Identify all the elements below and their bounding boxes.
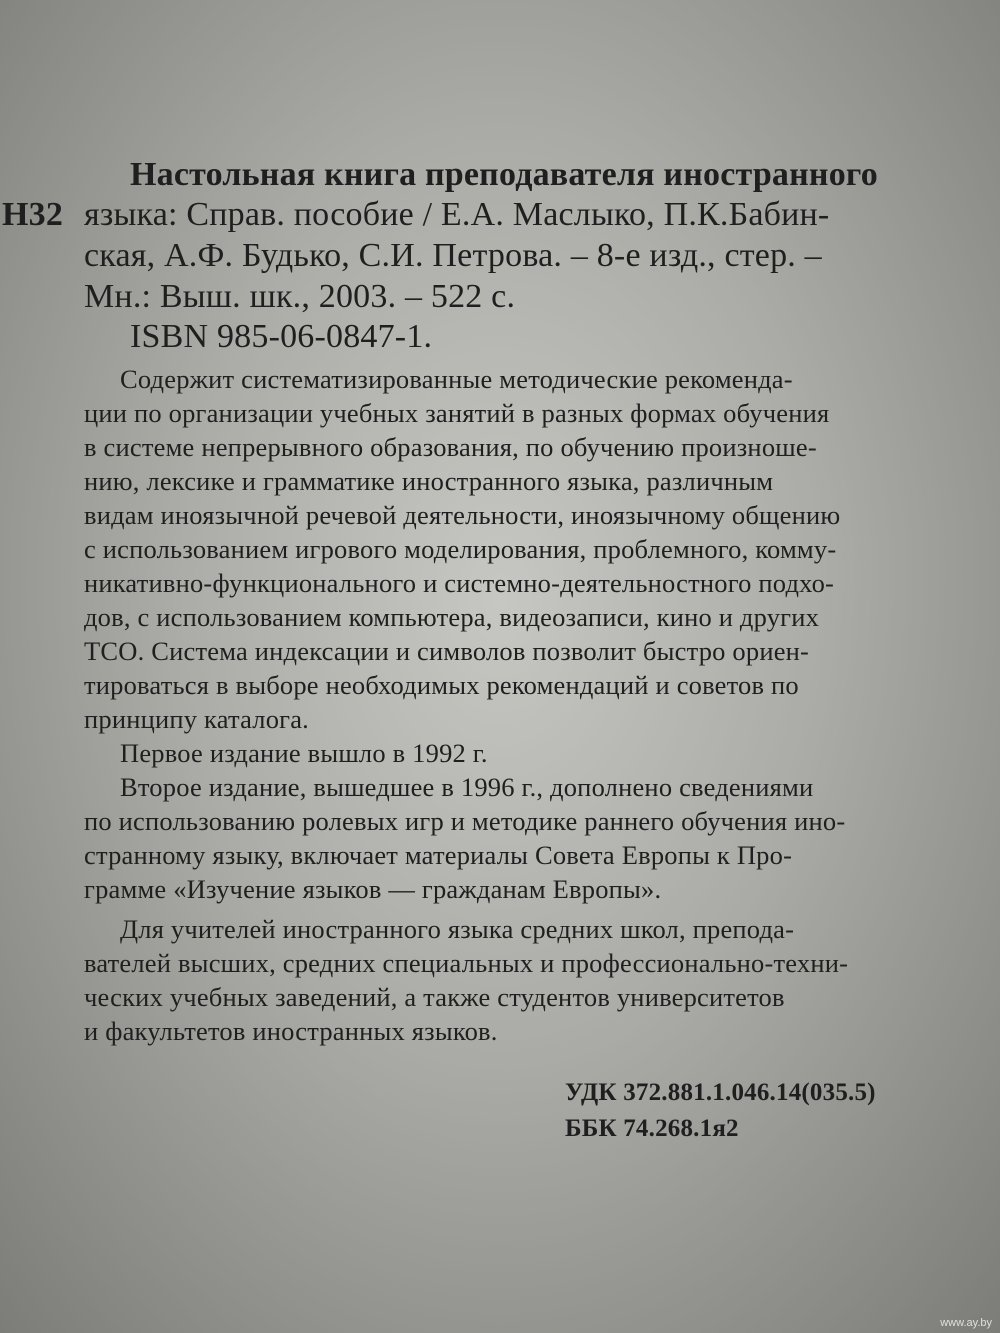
isbn: ISBN 985-06-0847-1. bbox=[130, 318, 433, 355]
annotation-line: грамме «Изучение языков — гражданам Европы». bbox=[84, 874, 662, 904]
annotation-line: Содержит систематизированные методические рекоменда- bbox=[120, 364, 793, 394]
annotation-line: странному языку, включает материалы Совета Европы к Про- bbox=[84, 840, 793, 870]
annotation-line: нию, лексике и грамматике иностранного языка, различным bbox=[84, 466, 774, 496]
annotation-line: Второе издание, вышедшее в 1996 г., дополнено сведениями bbox=[120, 772, 814, 802]
bib-line-3: ская, А.Ф. Будько, С.И. Петрова. – 8-е изд., стер. – bbox=[84, 237, 822, 274]
bib-line-4: Мн.: Выш. шк., 2003. – 522 с. bbox=[84, 278, 516, 315]
annotation-line: и факультетов иностранных языков. bbox=[84, 1016, 498, 1046]
annotation-line: вателей высших, средних специальных и профессионально-техни- bbox=[84, 948, 849, 978]
annotation-line: с использованием игрового моделирования, проблемного, комму- bbox=[84, 534, 837, 564]
annotation-line: по использованию ролевых игр и методике раннего обучения ино- bbox=[84, 806, 846, 836]
annotation-line: в системе непрерывного образования, по обучению произноше- bbox=[84, 432, 817, 462]
watermark: www.ay.by bbox=[940, 1317, 992, 1329]
annotation-line: видам иноязычной речевой деятельности, иноязычному общению bbox=[84, 500, 841, 530]
bbk-code: ББК 74.268.1я2 bbox=[565, 1115, 739, 1142]
annotation-line: ческих учебных заведений, а также студентов университетов bbox=[84, 982, 785, 1012]
annotation-line: никативно-функционального и системно-деятельностного подхо- bbox=[84, 568, 835, 598]
udk-code: УДК 372.881.1.046.14(035.5) bbox=[565, 1079, 876, 1106]
bib-line-2: языка: Справ. пособие / Е.А. Маслыко, П.К.Бабин- bbox=[84, 196, 830, 233]
annotation-line: ТСО. Система индексации и символов позволит быстро ориен- bbox=[84, 636, 810, 666]
annotation-line: ции по организации учебных занятий в разных формах обучения bbox=[84, 398, 830, 428]
annotation-line: дов, с использованием компьютера, видеозаписи, кино и других bbox=[84, 602, 820, 632]
annotation-line: Для учителей иностранного языка средних школ, препода- bbox=[120, 914, 795, 944]
annotation-line: принципу каталога. bbox=[84, 704, 309, 734]
index-code: Н32 bbox=[2, 196, 64, 233]
annotation-line: тироваться в выборе необходимых рекомендаций и советов по bbox=[84, 670, 799, 700]
book-title: Настольная книга преподавателя иностранного bbox=[130, 156, 878, 193]
first-edition-note: Первое издание вышло в 1992 г. bbox=[120, 738, 488, 768]
